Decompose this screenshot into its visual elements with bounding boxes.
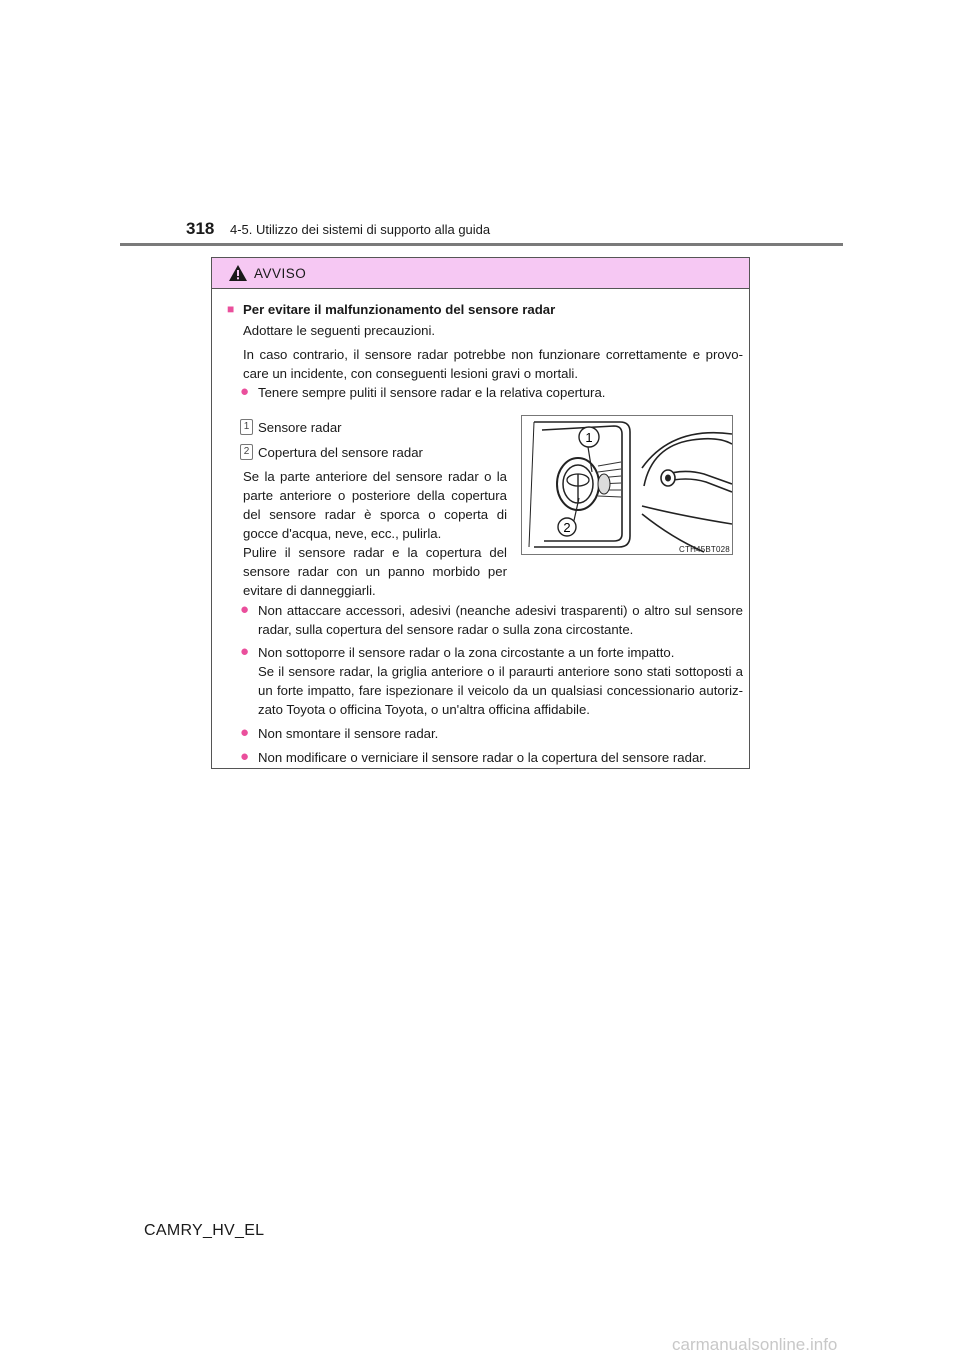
sub-paragraph-clean: Se la parte anteriore del sensore radar o la parte anteriore o posteriore della copertura del sensore radar è sporca o coperta di gocce d'acqua, neve, ecc., pulirla. bbox=[243, 469, 507, 541]
figure-callout-2: 2 bbox=[563, 520, 571, 535]
intro-text-2: In caso contrario, il sensore radar potrebbe non funzionare correttamente e provo-care un incidente, con conseguenti lesioni gravi o mortali. bbox=[243, 347, 743, 381]
intro-text-1: Adottare le seguenti precauzioni. bbox=[243, 323, 436, 338]
pink-dot-icon: ● bbox=[240, 383, 250, 400]
callout-number-1: 1 bbox=[240, 419, 253, 435]
pink-dot-icon: ● bbox=[240, 643, 250, 660]
section-title: 4-5. Utilizzo dei sistemi di supporto alla guida bbox=[230, 222, 491, 237]
pink-dot-icon: ● bbox=[240, 724, 250, 741]
callout-label-1: Sensore radar bbox=[258, 420, 342, 435]
warning-box bbox=[211, 257, 750, 769]
bullet-no-modify: Non modificare o verniciare il sensore radar o la copertura del sensore radar. bbox=[258, 750, 707, 765]
radar-sensor-illustration bbox=[522, 416, 732, 554]
sub-paragraph-wipe: Pulire il sensore radar e la copertura del sensore radar con un panno morbido per evitare di danneggiarli. bbox=[243, 545, 507, 598]
footer-model: CAMRY_HV_EL bbox=[144, 1222, 265, 1239]
bullet-no-accessories: Non attaccare accessori, adesivi (neanche adesivi trasparenti) o altro sul sensore radar, sulla copertura del sensore radar o sulla zona circostante. bbox=[258, 603, 743, 637]
bullet-no-impact: Non sottoporre il sensore radar o la zona circostante a un forte impatto. bbox=[258, 645, 675, 660]
figure-callout-1: 1 bbox=[585, 430, 593, 445]
warning-header bbox=[212, 258, 749, 289]
warning-title: AVVISO bbox=[254, 265, 307, 281]
pink-dot-icon: ● bbox=[240, 601, 250, 618]
bullet-no-impact-detail: Se il sensore radar, la griglia anteriore o il paraurti anteriore sono stati sottoposti a un forte impatto, fare ispezionare il veicolo da un qualsiasi concessionario autoriz-zato Toyota o officina Toyota, o un'altra officina affidabile. bbox=[258, 664, 743, 717]
bullet-keep-clean: Tenere sempre puliti il sensore radar e la relativa copertura. bbox=[258, 385, 606, 400]
bullet-no-disassemble: Non smontare il sensore radar. bbox=[258, 726, 439, 741]
pink-square-icon: ■ bbox=[227, 302, 235, 316]
header-rule bbox=[120, 243, 843, 246]
pink-dot-icon: ● bbox=[240, 748, 250, 765]
section-heading: Per evitare il malfunzionamento del sensore radar bbox=[243, 302, 556, 317]
callout-label-2: Copertura del sensore radar bbox=[258, 445, 423, 460]
page-number: 318 bbox=[186, 219, 215, 238]
warning-triangle-icon bbox=[228, 264, 248, 282]
figure-code: CTH45BT028 bbox=[679, 545, 730, 554]
watermark: carmanualsonline.info bbox=[672, 1335, 838, 1354]
callout-number-2: 2 bbox=[240, 444, 253, 460]
radar-sensor-figure bbox=[521, 415, 733, 555]
